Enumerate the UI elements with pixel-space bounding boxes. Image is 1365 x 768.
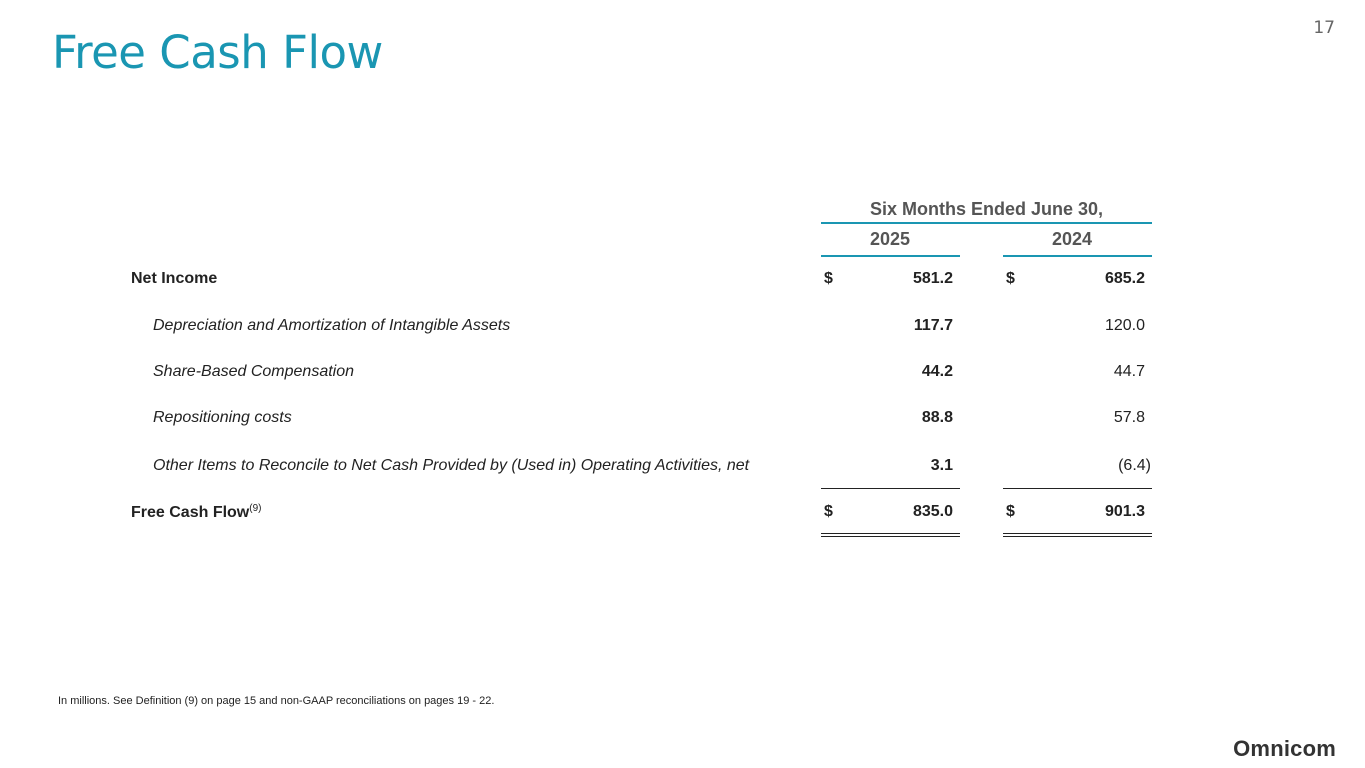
row-label-free-cash-flow: Free Cash Flow$^{(9)}$ [131,503,262,521]
total-double-rule-2024 [1003,533,1152,534]
row-label-share-based-comp: Share-Based Compensation [153,363,355,380]
value-2025-share-based-comp: 44.2 [921,363,953,380]
currency-symbol: $ [1006,503,1015,520]
footnote: In millions. See Definition (9) on page 15 and non-GAAP reconciliations on pages 19 - 22. [58,695,495,707]
column-header-rule-2025 [821,255,960,257]
omnicom-logo: Omnicom [1233,736,1336,761]
value-2025-repositioning-costs: 88.8 [921,409,953,426]
row-label-other-items: Other Items to Reconcile to Net Cash Provided by (Used in) Operating Activities, net [153,457,750,474]
column-header-2024: 2024 [1051,229,1093,249]
row-label-depreciation: Depreciation and Amortization of Intangible Assets [153,317,511,334]
value-2025-other-items: 3.1 [930,457,953,474]
value-2024-share-based-comp: 44.7 [1113,363,1145,380]
value-2025-net-income: 581.2 [912,270,953,287]
total-double-rule-2025 [821,533,960,534]
value-2024-net-income: 685.2 [1104,270,1145,287]
row-label-repositioning-costs: Repositioning costs [153,409,292,426]
value-2024-free-cash-flow: 901.3 [1104,503,1145,520]
row-label-net-income: Net Income [131,270,218,287]
page-title: Free Cash Flow [52,26,383,79]
currency-symbol: $ [824,270,833,287]
footnote-marker: (9) [249,503,262,514]
subtotal-rule-2024 [1003,488,1152,489]
column-header-2025: 2025 [869,229,911,249]
value-2024-repositioning-costs: 57.8 [1113,409,1145,426]
value-2024-other-items: (6.4) [1118,457,1151,474]
page-number: 17 [1313,18,1335,38]
total-double-rule-2025 [821,536,960,537]
subtotal-rule-2025 [821,488,960,489]
currency-symbol: $ [824,503,833,520]
table-group-header: Six Months Ended June 30, [869,199,1104,219]
value-2025-free-cash-flow: 835.0 [912,503,953,520]
total-double-rule-2024 [1003,536,1152,537]
group-header-rule [821,222,1152,224]
value-2024-depreciation: 120.0 [1104,317,1145,334]
value-2025-depreciation: 117.7 [913,317,953,334]
column-header-rule-2024 [1003,255,1152,257]
currency-symbol: $ [1006,270,1015,287]
